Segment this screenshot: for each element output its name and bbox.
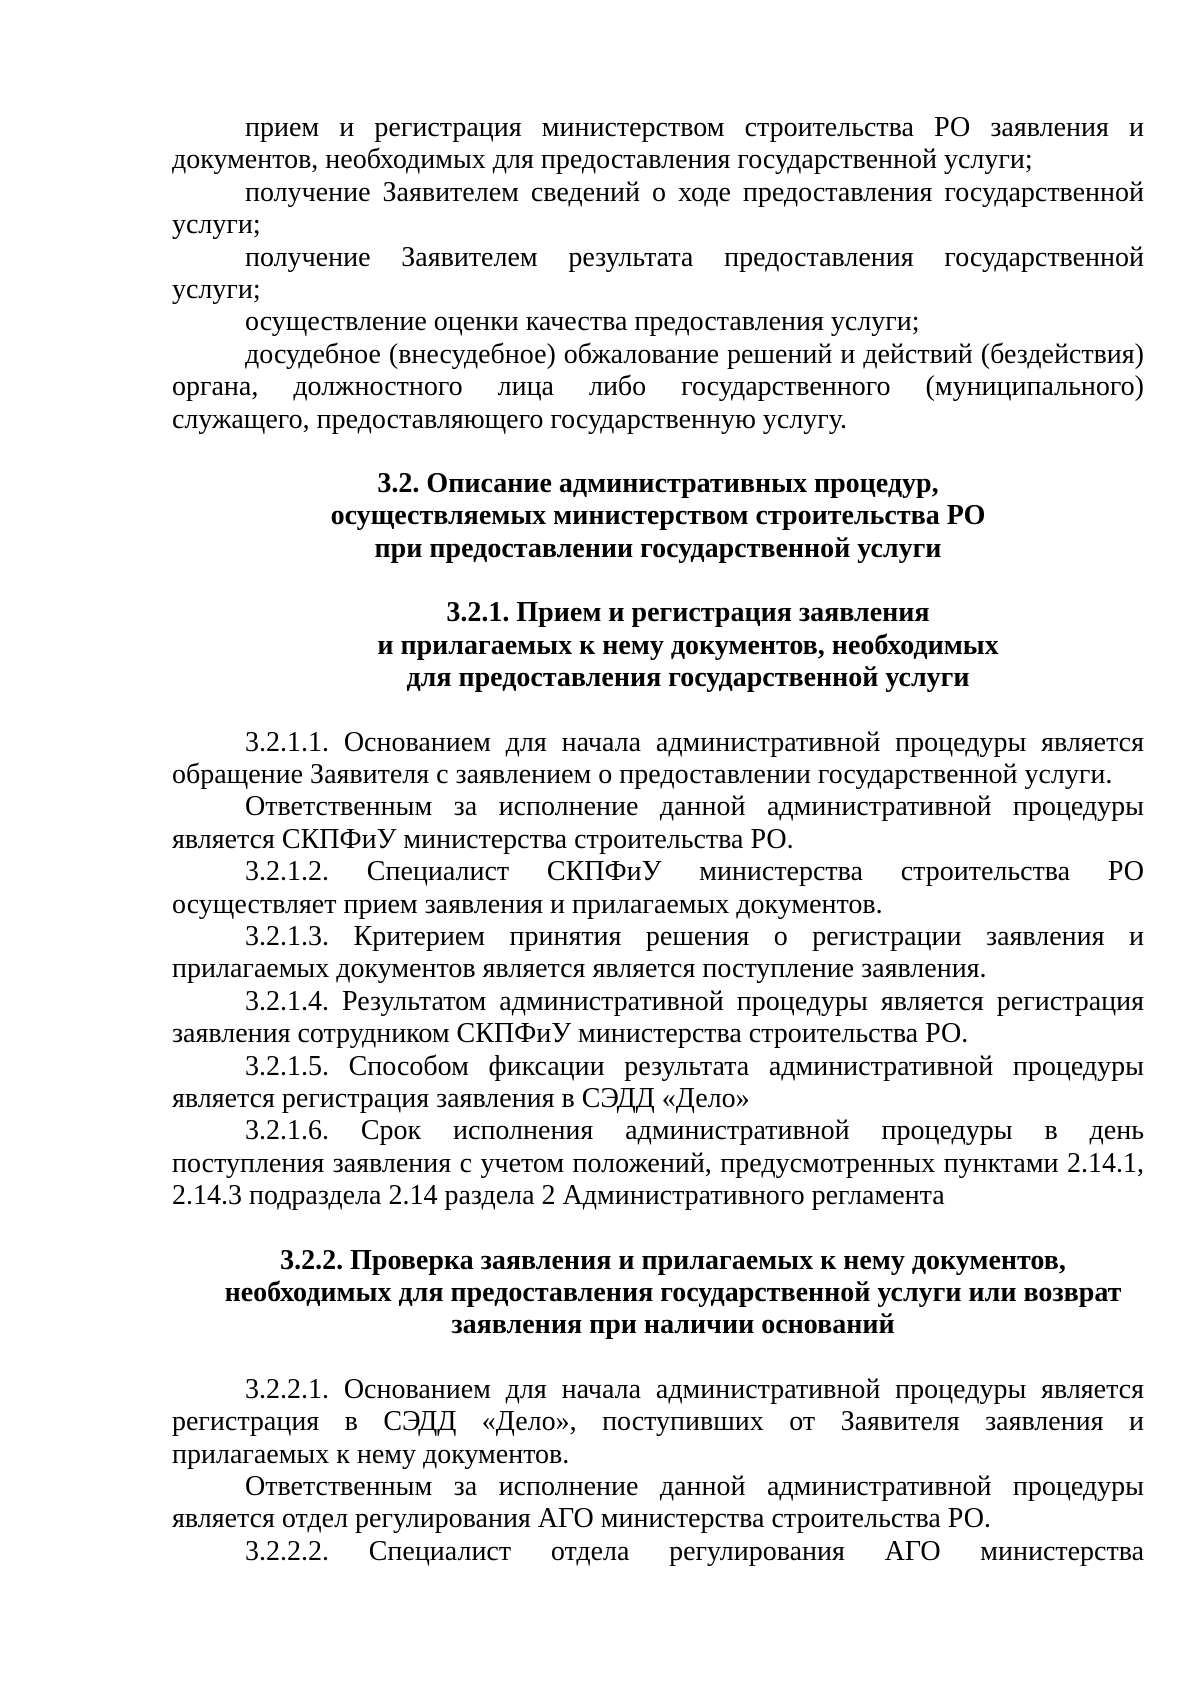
paragraph: Ответственным за исполнение данной административной процедуры является СКПФиУ министерства строительства РО. bbox=[172, 791, 1144, 855]
paragraph: 3.2.2.1. Основанием для начала административной процедуры является регистрация в СЭДД «Дело», поступивших от Заявителя заявления и прилагаемых к нему документов. bbox=[172, 1373, 1144, 1470]
document-body bbox=[172, 112, 1144, 1568]
paragraph: получение Заявителем результата предоставления государственной услуги; bbox=[172, 241, 1144, 306]
paragraph: 3.2.1.4. Результатом административной процедуры является регистрация заявления сотрудником СКПФиУ министерства строительства РО. bbox=[172, 985, 1144, 1050]
paragraph: Ответственным за исполнение данной административной процедуры является отдел регулирования АГО министерства строительства РО. bbox=[172, 1471, 1144, 1535]
paragraph: досудебное (внесудебное) обжалование решений и действий (бездействия) органа, должностного лица либо государственного (муниципального) служащего, предоставляющего государственную услугу. bbox=[172, 338, 1144, 435]
paragraph: 3.2.2.2. Специалист отдела регулирования АГО министерства bbox=[245, 1535, 1144, 1567]
paragraph: 3.2.1.1. Основанием для начала административной процедуры является обращение Заявителя с заявлением о предоставлении государственной услуги. bbox=[172, 726, 1144, 790]
paragraph: получение Заявителем сведений о ходе предоставления государственной услуги; bbox=[172, 176, 1144, 241]
paragraph: 3.2.1.5. Способом фиксации результата административной процедуры является регистрация заявления в СЭДД «Дело» bbox=[172, 1050, 1144, 1114]
paragraph: осуществление оценки качества предоставления услуги; bbox=[245, 306, 920, 338]
paragraph: 3.2.1.2. Специалист СКПФиУ министерства строительства РО осуществляет прием заявления и прилагаемых документов. bbox=[172, 856, 1144, 920]
paragraph: 3.2.1.3. Критерием принятия решения о регистрации заявления и прилагаемых документов является является поступление заявления. bbox=[172, 920, 1144, 985]
paragraph: 3.2.1.6. Срок исполнения административной процедуры в день поступления заявления с учетом положений, предусмотренных пунктами 2.14.1, 2.14.3 подраздела 2.14 раздела 2 Административного регламента bbox=[172, 1115, 1144, 1212]
section-heading-3-2: 3.2. Описание административных процедур, осуществляемых министерством строительства РО при предоставлении государственной услуги bbox=[330, 468, 986, 564]
section-heading-3-2-2: 3.2.2. Проверка заявления и прилагаемых к нему документов, необходимых для предоставления государственной услуги или возврат заявления при наличии оснований bbox=[224, 1244, 1122, 1341]
section-heading-3-2-1: 3.2.1. Прием и регистрация заявления и прилагаемых к нему документов, необходимых для предоставления государственной услуги bbox=[377, 597, 999, 694]
paragraph: прием и регистрация министерством строительства РО заявления и документов, необходимых для предоставления государственной услуги; bbox=[172, 112, 1144, 176]
